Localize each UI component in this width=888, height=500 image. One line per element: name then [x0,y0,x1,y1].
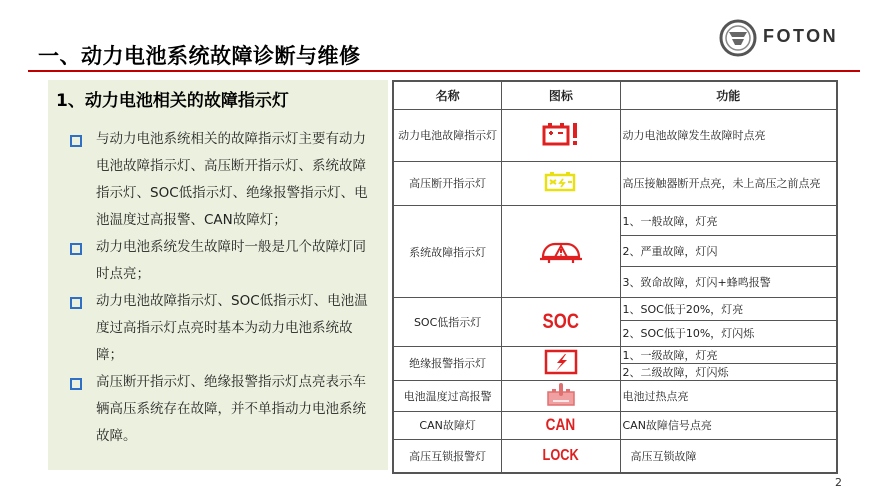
indicator-function: 高压互锁故障 [620,439,837,472]
indicator-function: 电池过热点亮 [620,380,837,411]
indicator-function: 高压接触器断开点亮，未上高压之前点亮 [620,161,837,205]
indicator-name: CAN故障灯 [394,412,502,439]
list-item: 动力电池系统发生故障时一般是几个故障灯同时点亮； [70,234,370,288]
table-row [394,380,837,411]
indicator-name: 电池温度过高报警 [394,380,502,411]
indicator-name: 动力电池故障指示灯 [394,110,502,162]
insulation-alarm-icon [543,348,579,376]
indicator-function: 2、二级故障，灯闪烁 [620,363,837,380]
indicator-function: 1、SOC低于20%，灯亮 [620,298,837,321]
indicator-name: 高压互锁报警灯 [394,439,502,472]
indicator-name: SOC低指示灯 [394,298,502,347]
indicator-function: 1、一级故障，灯亮 [620,346,837,363]
table-row [394,206,837,236]
section-subtitle: 1、动力电池相关的故障指示灯 [56,91,289,111]
indicator-function: 动力电池故障发生故障时点亮 [620,110,837,162]
table-row [394,412,837,439]
indicator-table [392,80,838,474]
page-number: 2 [835,476,842,489]
foton-logo [718,18,858,58]
indicator-name: 系统故障指示灯 [394,206,502,298]
square-bullet-icon [70,135,82,147]
indicator-function: CAN故障信号点亮 [620,412,837,439]
list-item: 与动力电池系统相关的故障指示灯主要有动力电池故障指示灯、高压断开指示灯、系统故障指示灯、SOC低指示灯、绝缘报警指示灯、电池温度过高报警、CAN故障灯； [70,126,370,234]
system-fault-icon [539,235,583,265]
table-row [394,298,837,321]
indicator-function: 2、严重故障，灯闪 [620,236,837,266]
page-title: 一、动力电池系统故障诊断与维修 [38,44,361,68]
hv-disconnect-icon [543,170,579,194]
description-panel [48,80,388,470]
table-header-row [394,82,837,110]
battery-overheat-icon [544,382,578,408]
indicator-function: 1、一般故障，灯亮 [620,206,837,236]
soc-low-icon: SOC [542,309,580,333]
list-item: 高压断开指示灯、绝缘报警指示灯点亮表示车辆高压系统存在故障，并不单指动力电池系统故障。 [70,369,370,450]
table-row [394,346,837,363]
header-icon: 图标 [502,82,620,110]
can-fault-icon: CAN [546,415,576,435]
square-bullet-icon [70,243,82,255]
brand-name: FOTON [763,26,839,46]
header-name: 名称 [394,82,502,110]
bullet-list [70,126,370,450]
indicator-name: 高压断开指示灯 [394,161,502,205]
list-item: 动力电池故障指示灯、SOC低指示灯、电池温度过高指示灯点亮时基本为动力电池系统故障； [70,288,370,369]
battery-fault-icon [541,120,581,148]
lock-alarm-icon: LOCK [542,446,579,464]
indicator-name: 绝缘报警指示灯 [394,346,502,380]
square-bullet-icon [70,378,82,390]
table-row [394,110,837,162]
header-function: 功能 [620,82,837,110]
header-divider [28,70,860,72]
foton-emblem-icon [718,18,758,58]
indicator-function: 2、SOC低于10%，灯闪烁 [620,321,837,346]
table-row [394,439,837,472]
square-bullet-icon [70,297,82,309]
indicator-function: 3、致命故障，灯闪+蜂鸣报警 [620,266,837,297]
table-row [394,161,837,205]
